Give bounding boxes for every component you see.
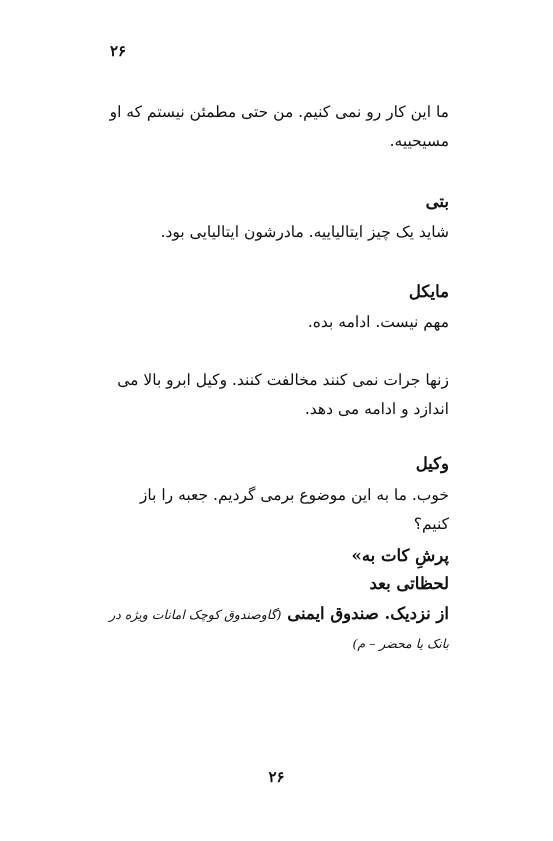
- dialogue-line: خوب. ما به این موضوع برمی گردیم. جعبه را باز کنیم؟: [139, 486, 449, 533]
- action-paragraph: ما این کار رو نمی کنیم. من حتی مطمئن نیستم که او مسیحییه.: [109, 103, 449, 150]
- scene-time: لحظاتی بعد: [369, 574, 449, 593]
- page-number-top: ۲۶: [110, 42, 127, 60]
- dialogue-line: مهم نیست. ادامه بده.: [307, 313, 449, 331]
- dialogue-line: شاید یک چیز ایتالیاییه. مادرشون ایتالیایی بود.: [160, 223, 449, 241]
- speaker-name: مایکل: [408, 282, 449, 301]
- page-number-bottom: ۲۶: [268, 768, 285, 786]
- scene-location: از نزدیک. صندوق ایمنی: [287, 604, 449, 623]
- translator-note: (گاوصندوق کوچک امانات ویژه در بانک یا محضر – م): [109, 607, 449, 651]
- speaker-name: بتی: [425, 192, 449, 211]
- scene-transition: پرشِ کات به»: [351, 546, 449, 565]
- speaker-name: وکیل: [415, 454, 449, 473]
- action-paragraph: زنها جرات نمی کنند مخالفت کنند. وکیل ابرو بالا می اندازد و ادامه می دهد.: [117, 371, 449, 418]
- scene-heading: [104, 600, 449, 658]
